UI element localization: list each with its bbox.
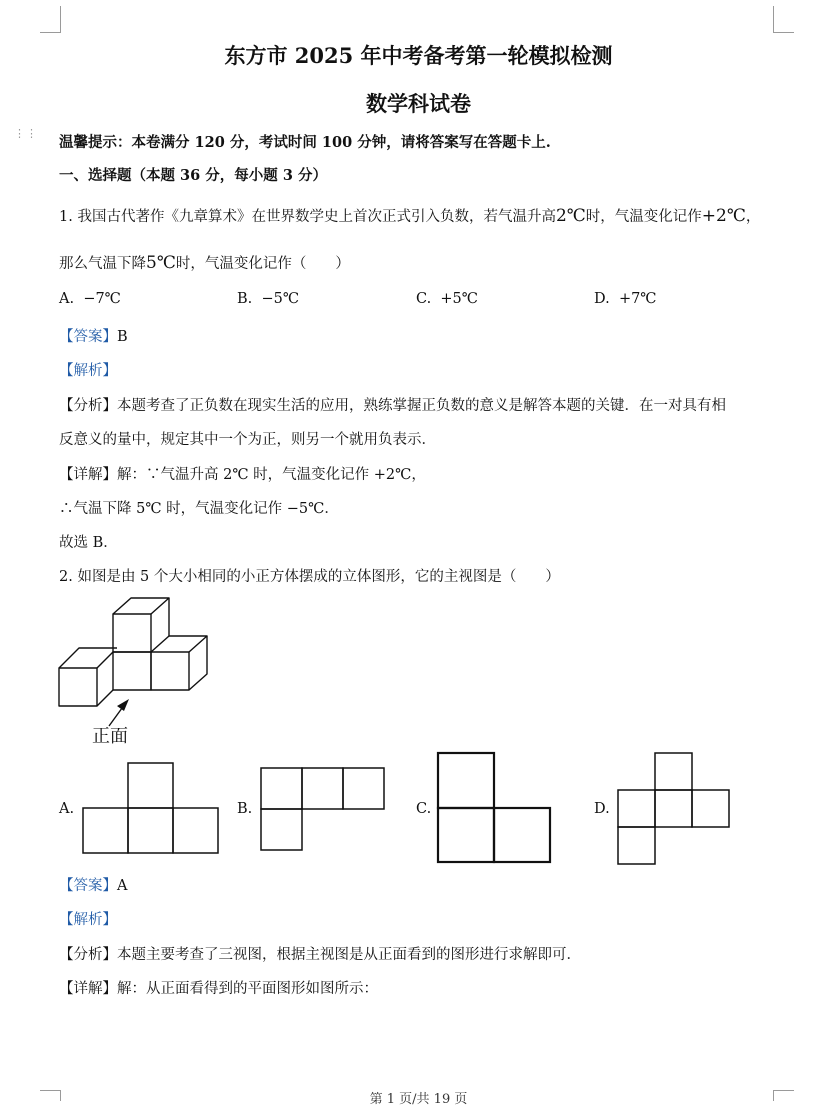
q1-detail-line2: ∴气温下降 5℃ 时，气温变化记作 −5℃．: [59, 501, 339, 517]
q2-option-b-view: [260, 767, 386, 853]
q1-option-d: D. +7℃: [594, 291, 657, 307]
corner-mark-top-left: [40, 6, 61, 33]
q2-option-a-view: [82, 762, 222, 856]
q2-option-b-label: B.: [237, 801, 253, 817]
q2-detail: 【详解】解：从正面看得到的平面图形如图所示：: [59, 981, 378, 997]
q1-option-c: C. +5℃: [416, 291, 479, 307]
page-number: 第 1 页/共 19 页: [369, 1092, 468, 1107]
q1-detail-line1: 【详解】解：∵气温升高 2℃ 时，气温变化记作 +2℃，: [59, 467, 426, 483]
cube-figure: [55, 596, 215, 748]
q1-answer: 【答案】B: [59, 329, 128, 345]
q1-option-a: A. −7℃: [59, 291, 121, 307]
q2-answer: 【答案】A: [59, 878, 128, 894]
q1-fenxi-line1: 【分析】本题考查了正负数在现实生活的应用，熟练掌握正负数的意义是解答本题的关键．在一对具有相: [59, 398, 726, 414]
page-title: 东方市 2025 年中考备考第一轮模拟检测: [224, 43, 613, 68]
corner-mark-top-right: [773, 6, 794, 33]
q2-option-d-label: D.: [594, 801, 610, 817]
q2-fenxi: 【分析】本题主要考查了三视图，根据主视图是从正面看到的图形进行求解即可．: [59, 947, 581, 963]
notice-text: 温馨提示：本卷满分 120 分，考试时间 100 分钟，请将答案写在答题卡上.: [59, 134, 551, 151]
q2-stem: 2. 如图是由 5 个大小相同的小正方体摆成的立体图形，它的主视图是（ ）: [59, 569, 560, 585]
q1-option-b: B. −5℃: [237, 291, 300, 307]
q1-analysis-tag: 【解析】: [59, 363, 117, 379]
q1-stem-line2: 那么气温下降5℃时，气温变化记作（ ）: [59, 253, 350, 273]
q2-option-c-label: C.: [416, 801, 432, 817]
page-subtitle: 数学科试卷: [366, 91, 471, 116]
q2-analysis-tag: 【解析】: [59, 912, 117, 928]
q1-stem-line1: 1. 我国古代著作《九章算术》在世界数学史上首次正式引入负数，若气温升高2℃时，气温变化记作+2℃，: [59, 206, 761, 226]
drag-handle-icon[interactable]: ⋮⋮: [14, 127, 38, 140]
q1-fenxi-line2: 反意义的量中，规定其中一个为正，则另一个就用负表示．: [59, 432, 436, 448]
section-heading: 一、选择题（本题 36 分，每小题 3 分）: [59, 167, 327, 184]
q2-option-a-label: A.: [59, 801, 75, 817]
figure-label-front: 正面: [92, 726, 128, 747]
q2-option-c-view: [437, 752, 553, 864]
q2-option-d-view: [617, 752, 733, 864]
q1-conclusion: 故选 B．: [59, 535, 118, 551]
